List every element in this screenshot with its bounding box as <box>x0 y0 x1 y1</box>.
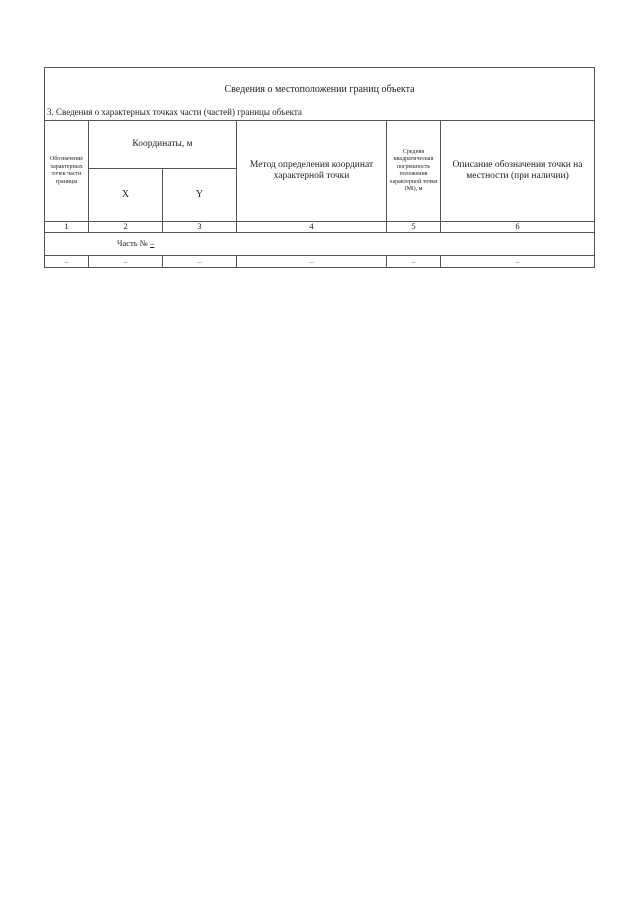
empty-cell: – <box>237 256 387 268</box>
part-row <box>45 233 595 256</box>
column-number: 3 <box>163 222 237 233</box>
header-point-designation: Обозначение характерных точек части границы <box>45 121 89 222</box>
column-number: 5 <box>387 222 441 233</box>
empty-cell: – <box>163 256 237 268</box>
column-number: 1 <box>45 222 89 233</box>
empty-cell: – <box>89 256 163 268</box>
header-y: Y <box>163 169 237 222</box>
empty-cell: – <box>387 256 441 268</box>
part-value: – <box>150 238 155 249</box>
header-description: Описание обозначения точки на местности (при наличии) <box>441 121 595 222</box>
column-number: 4 <box>237 222 387 233</box>
header-x: X <box>89 169 163 222</box>
form-title: Сведения о местоположении границ объекта <box>45 68 595 106</box>
part-label: Часть № <box>117 238 148 249</box>
header-accuracy: Средняя квадратическая погрешность положения характерной точки (Mt), м <box>387 121 441 222</box>
header-coordinates: Координаты, м <box>89 121 237 169</box>
boundary-points-table <box>44 67 595 268</box>
form-subtitle: 3. Сведения о характерных точках части (частей) границы объекта <box>45 105 595 121</box>
column-number: 6 <box>441 222 595 233</box>
empty-cell: – <box>441 256 595 268</box>
column-number: 2 <box>89 222 163 233</box>
empty-cell: – <box>45 256 89 268</box>
header-method: Метод определения координат характерной точки <box>237 121 387 222</box>
